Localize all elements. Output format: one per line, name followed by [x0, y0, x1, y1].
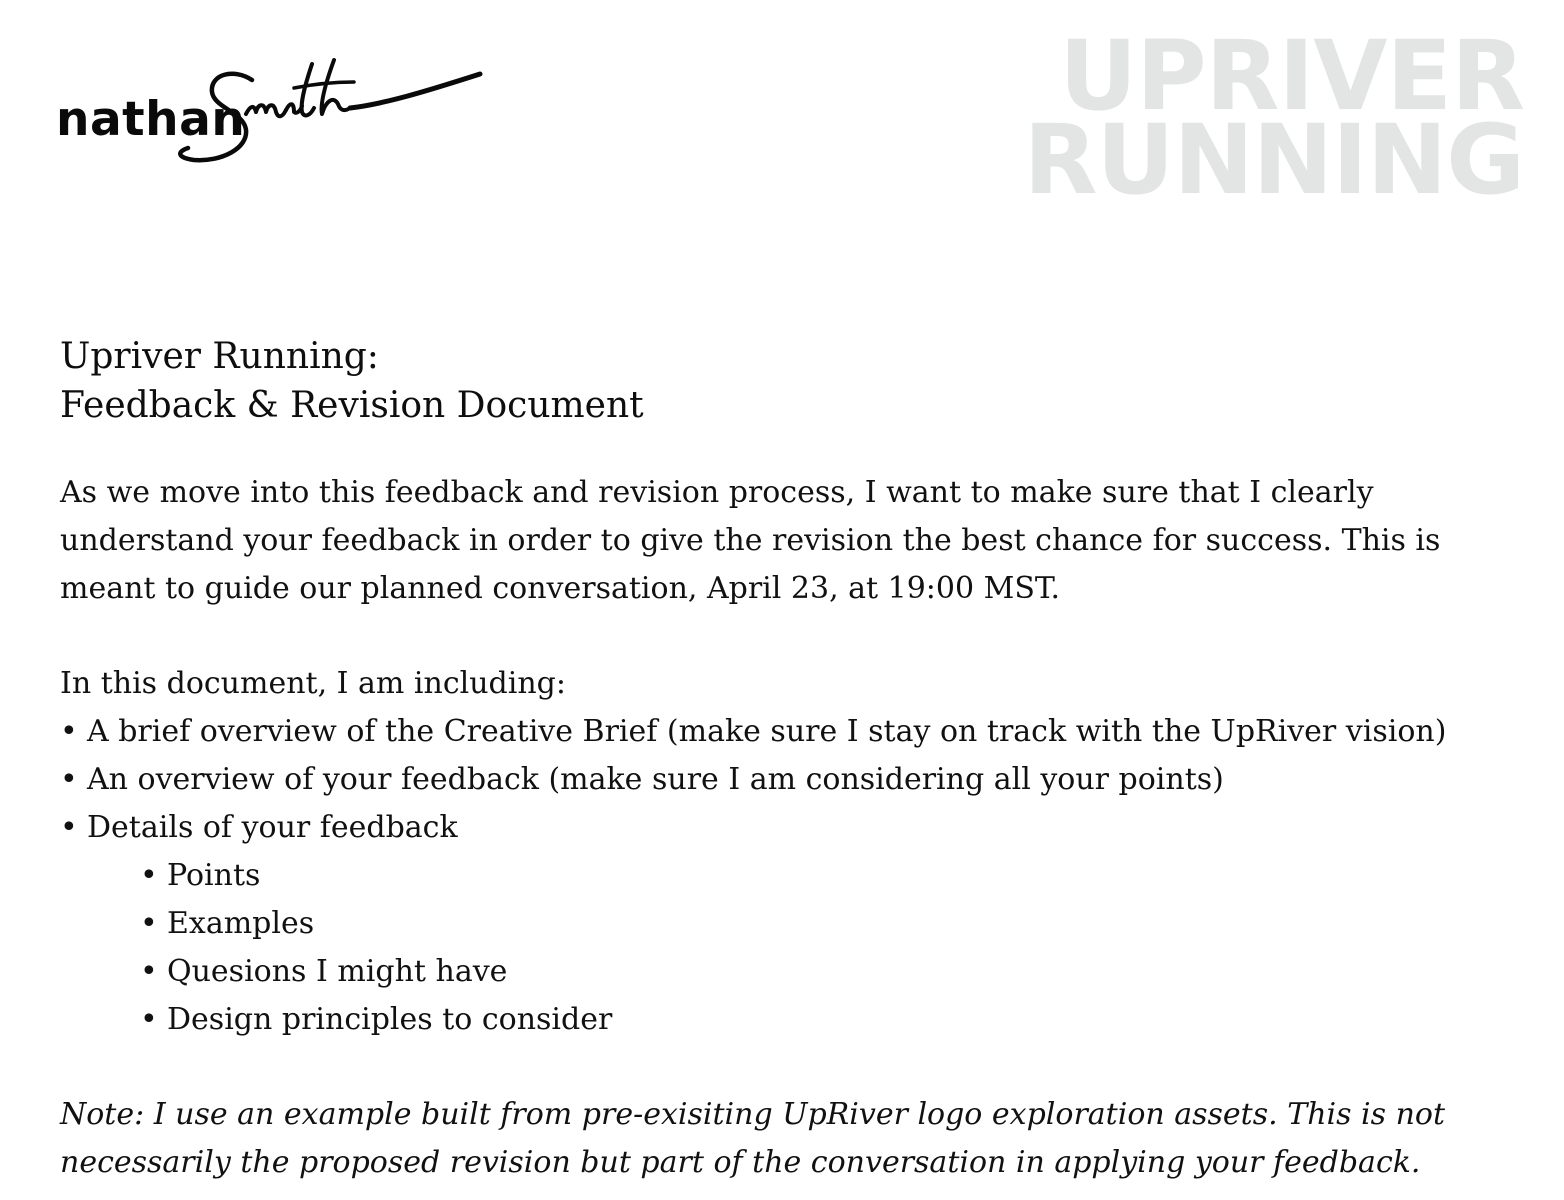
sublist-item-text: Examples [167, 906, 315, 941]
details-sublist [140, 852, 1520, 1044]
bullet-icon: • [60, 810, 78, 845]
watermark-line-1: UPRIVER [1059, 20, 1524, 132]
document-title [60, 332, 1520, 430]
logo [56, 52, 486, 182]
sublist-item-text: Points [167, 858, 261, 893]
list-item-text: A brief overview of the Creative Brief (make sure I stay on track with the UpRiver vision) [87, 714, 1447, 749]
bullet-icon: • [60, 714, 78, 749]
watermark-line-2: RUNNING [1023, 104, 1524, 216]
list-item [60, 708, 1520, 756]
list-item [60, 756, 1520, 804]
list-item-text: An overview of your feedback (make sure I am considering all your points) [87, 762, 1224, 797]
sublist-item-text: Quesions I might have [167, 954, 508, 989]
sublist-item [140, 852, 1520, 900]
bullet-icon: • [140, 906, 158, 941]
sublist-item [140, 900, 1520, 948]
sublist-item [140, 996, 1520, 1044]
logo-wordmark: nathan [56, 92, 246, 147]
intro-paragraph: As we move into this feedback and revision process, I want to make sure that I clearly understand your feedback in order to give the revision the best chance for success. This is meant to guide our planned conversation, April 23, at 19:00 MST. [60, 475, 1441, 606]
bullet-icon: • [140, 1002, 158, 1037]
document-body [60, 332, 1520, 1187]
upriver-running-watermark [1023, 20, 1524, 216]
contents-list [60, 708, 1520, 1044]
list-heading: In this document, I am including: [60, 666, 566, 701]
signature-logo-icon [174, 52, 486, 182]
list-item-text: Details of your feedback [87, 810, 458, 845]
bullet-icon: • [60, 762, 78, 797]
bullet-icon: • [140, 954, 158, 989]
note-paragraph: Note: I use an example built from pre-exisiting UpRiver logo exploration assets. This is not necessarily the proposed revision but part of the conversation in applying your feedback. [60, 1097, 1446, 1180]
list-item [60, 804, 1520, 1044]
document-title-line-2: Feedback & Revision Document [60, 385, 644, 426]
sublist-item [140, 948, 1520, 996]
sublist-item-text: Design principles to consider [167, 1002, 613, 1037]
bullet-icon: • [140, 858, 158, 893]
document-title-line-1: Upriver Running: [60, 336, 379, 377]
